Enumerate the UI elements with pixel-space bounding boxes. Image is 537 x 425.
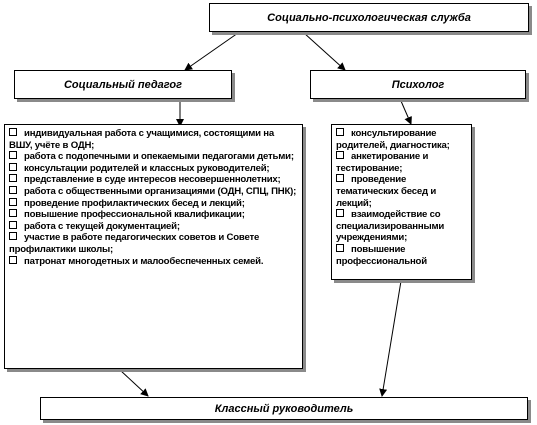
arrow-right-list-to-class-teacher [382,281,401,396]
checkbox-bullet-icon [336,209,344,217]
node-label: Психолог [391,78,445,91]
list-item: участие в работе педагогических советов и Совете профилактики школы; [9,232,260,255]
node-psychologist [310,70,526,99]
checkbox-bullet-icon [336,174,344,182]
arrow-left-list-to-class-teacher [120,370,148,396]
list-item: проведение тематических бесед и лекций; [336,174,437,209]
node-label: Социальный педагог [63,78,182,91]
list-item: анкетирование и тестирование; [336,151,429,174]
social-pedagogue-duties [4,124,303,369]
checkbox-bullet-icon [9,209,17,217]
list-item: консультации родителей и классных руководителей; [9,163,298,175]
checkbox-bullet-icon [9,163,17,171]
list-item: повышение профессиональной квалификации; [9,209,298,221]
list-item: повышение профессиональной [336,243,427,267]
list-item: работа с подопечными и опекаемыми педагогами детьми; [9,151,298,163]
checkbox-bullet-icon [336,128,344,136]
psychologist-duties [331,124,472,280]
list-item: представление в суде интересов несовершеннолетних; [9,174,298,186]
checkbox-bullet-icon [336,244,344,252]
node-social-psychological-service [209,3,529,32]
list-item: работа с общественными организациями (ОДН, СПЦ, ПНК); [9,186,298,198]
checkbox-bullet-icon [9,128,17,136]
checkbox-bullet-icon [9,174,17,182]
checkbox-bullet-icon [9,232,17,240]
checkbox-bullet-icon [9,256,17,264]
node-label: Социально-психологическая служба [267,11,471,24]
checkbox-bullet-icon [9,186,17,194]
list-item: взаимодействие со специализированными учреждениями; [336,209,445,244]
node-label: Классный руководитель [214,402,354,415]
arrow-top-to-social-pedagogue [185,33,238,70]
checkbox-bullet-icon [336,151,344,159]
checkbox-bullet-icon [9,151,17,159]
list-item: патронат многодетных и малообеспеченных семей. [9,256,298,268]
checkbox-bullet-icon [9,221,17,229]
node-class-teacher [40,397,528,420]
list-item: работа с текущей документацией; [9,221,298,233]
node-social-pedagogue [14,70,232,99]
list-item: проведение профилактических бесед и лекций; [9,198,298,210]
list-item: консультирование родителей, диагностика; [336,128,450,151]
arrow-psychologist-to-list [401,101,411,124]
checkbox-bullet-icon [9,198,17,206]
list-item: индивидуальная работа с учащимися, состоящими на ВШУ, учёте в ОДН; [9,128,275,151]
arrow-top-to-psychologist [304,33,345,70]
